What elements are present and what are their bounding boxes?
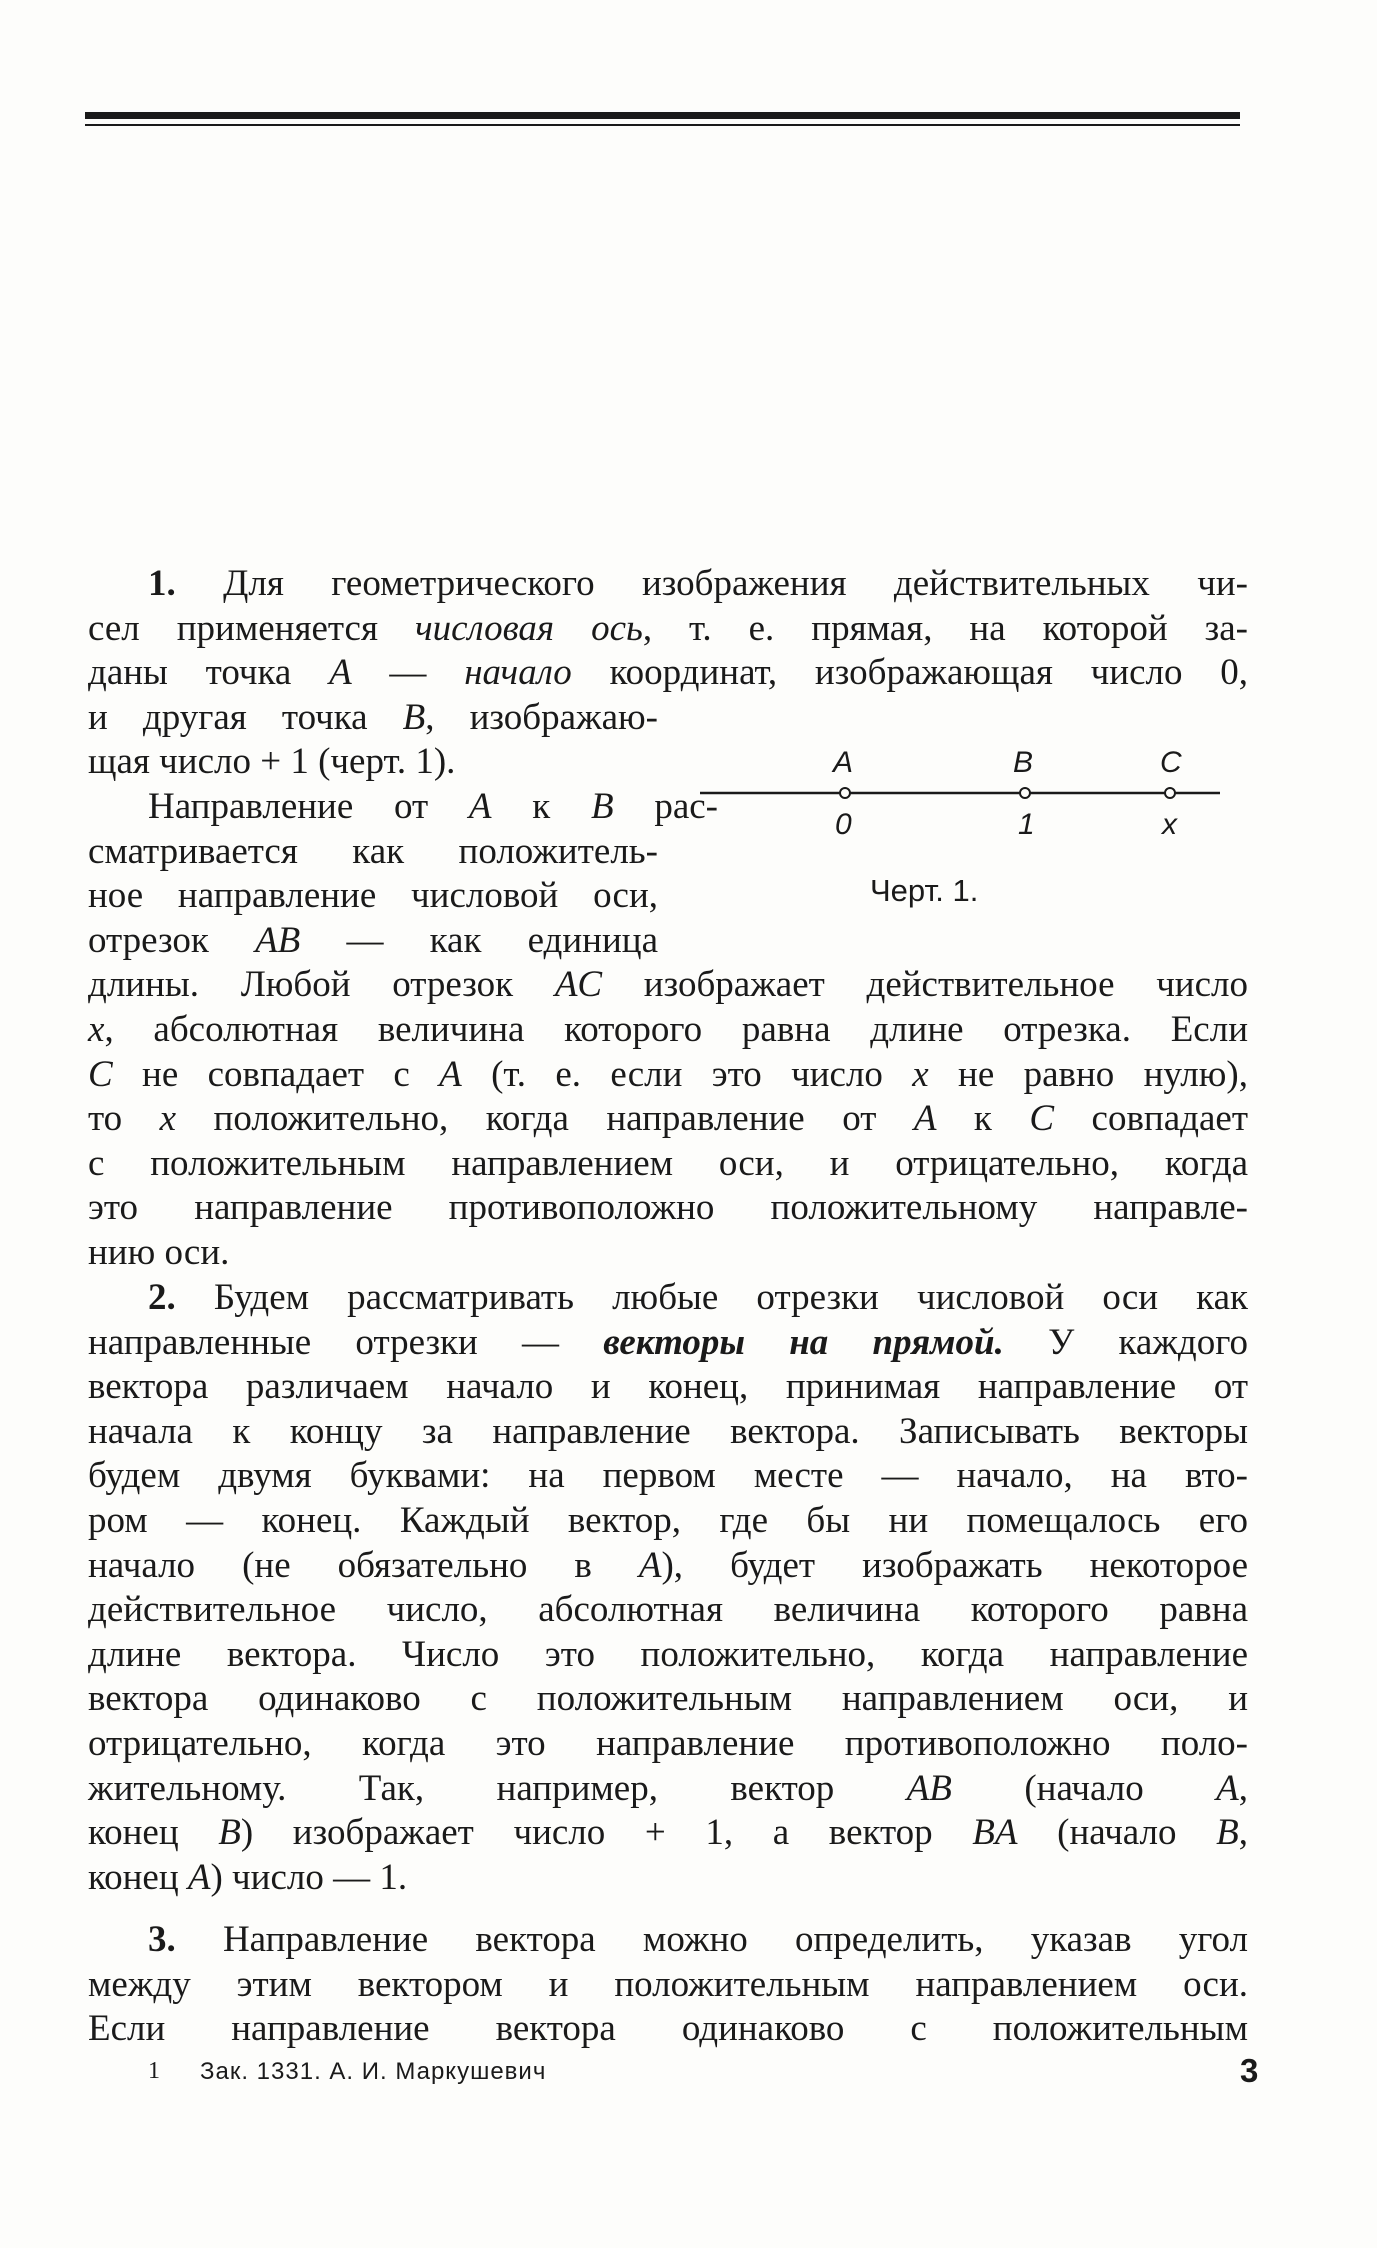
- text-line: 3. Направление вектора можно определить, указав угол: [148, 1919, 1248, 1960]
- point-c: [1165, 788, 1175, 798]
- text-line: нию оси.: [88, 1231, 230, 1273]
- text-line: 1. Для геометрического изображения действительных чи-: [148, 563, 1248, 604]
- text-line: длины. Любой отрезок AC изображает действительное число: [88, 964, 1248, 1006]
- text-line: щая число + 1 (черт. 1).: [88, 741, 456, 783]
- text-line: x, абсолютная величина которого равна длине отрезка. Если: [88, 1008, 1248, 1050]
- figure-caption: Черт. 1.: [870, 873, 979, 908]
- label-x: x: [1162, 808, 1177, 841]
- text-line: сел применяется числовая ось, т. е. прямая, на которой за-: [88, 607, 1248, 649]
- figure-number-axis: [700, 748, 1240, 928]
- label-b: B: [1013, 746, 1034, 779]
- text-line: сматривается как положитель-: [88, 830, 658, 872]
- text-line: жительному. Так, например, вектор AB (начало A,: [88, 1767, 1248, 1809]
- text-line: и другая точка B, изображаю-: [88, 696, 658, 738]
- text-line: конец A) число — 1.: [88, 1856, 408, 1898]
- label-a: A: [833, 746, 854, 779]
- number-axis-diagram: [700, 748, 1240, 868]
- text-line: начала к концу за направление вектора. Записывать векторы: [88, 1410, 1248, 1452]
- text-line: будем двумя буквами: на первом месте — начало, на вто-: [88, 1455, 1248, 1497]
- text-line: 2. Будем рассматривать любые отрезки числовой оси как: [148, 1277, 1248, 1318]
- text-line: отрезок AB — как единица: [88, 919, 658, 961]
- text-line: конец B) изображает число + 1, а вектор BA (начало B,: [88, 1812, 1248, 1854]
- text-line: вектора одинаково с положительным направлением оси, и: [88, 1678, 1248, 1720]
- page-number: 3: [1240, 2052, 1259, 2089]
- paragraph-2: [88, 1276, 1248, 1900]
- text-line: Направление от A к B рас-: [148, 785, 718, 827]
- text-line: даны точка A — начало координат, изображающая число 0,: [88, 652, 1248, 694]
- text-line: начало (не обязательно в A), будет изображать некоторое: [88, 1544, 1249, 1586]
- text-line: это направление противоположно положительному направле-: [88, 1187, 1248, 1229]
- text-line: с положительным направлением оси, и отрицательно, когда: [88, 1142, 1248, 1184]
- text-line: Если направление вектора одинаково с положительным: [88, 2008, 1248, 2050]
- paragraph-3: [88, 1918, 1248, 2052]
- text-line: отрицательно, когда это направление противоположно поло-: [88, 1722, 1248, 1764]
- text-line: C не совпадает с A (т. е. если это число x не равно нулю),: [88, 1053, 1248, 1095]
- header-rule-thin: [85, 124, 1240, 126]
- text-line: действительное число, абсолютная величина которого равна: [88, 1589, 1248, 1631]
- text-line: вектора различаем начало и конец, принимая направление от: [88, 1366, 1248, 1408]
- text-line: длине вектора. Число это положительно, когда направление: [88, 1633, 1248, 1675]
- signature-mark: 1: [148, 2058, 160, 2084]
- label-c: C: [1160, 746, 1182, 779]
- header-rule-thick: [85, 112, 1240, 119]
- label-one: 1: [1018, 808, 1035, 841]
- text-line: то x положительно, когда направление от A к C совпадает: [88, 1098, 1248, 1140]
- text-line: ром — конец. Каждый вектор, где бы ни помещалось его: [88, 1499, 1248, 1541]
- point-a: [840, 788, 850, 798]
- text-line: ное направление числовой оси,: [88, 875, 658, 917]
- text-line: между этим вектором и положительным направлением оси.: [88, 1963, 1248, 2005]
- printer-note: Зак. 1331. А. И. Маркушевич: [200, 2058, 547, 2085]
- label-zero: 0: [835, 808, 852, 841]
- point-b: [1020, 788, 1030, 798]
- text-line: направленные отрезки — векторы на прямой. У каждого: [88, 1321, 1248, 1363]
